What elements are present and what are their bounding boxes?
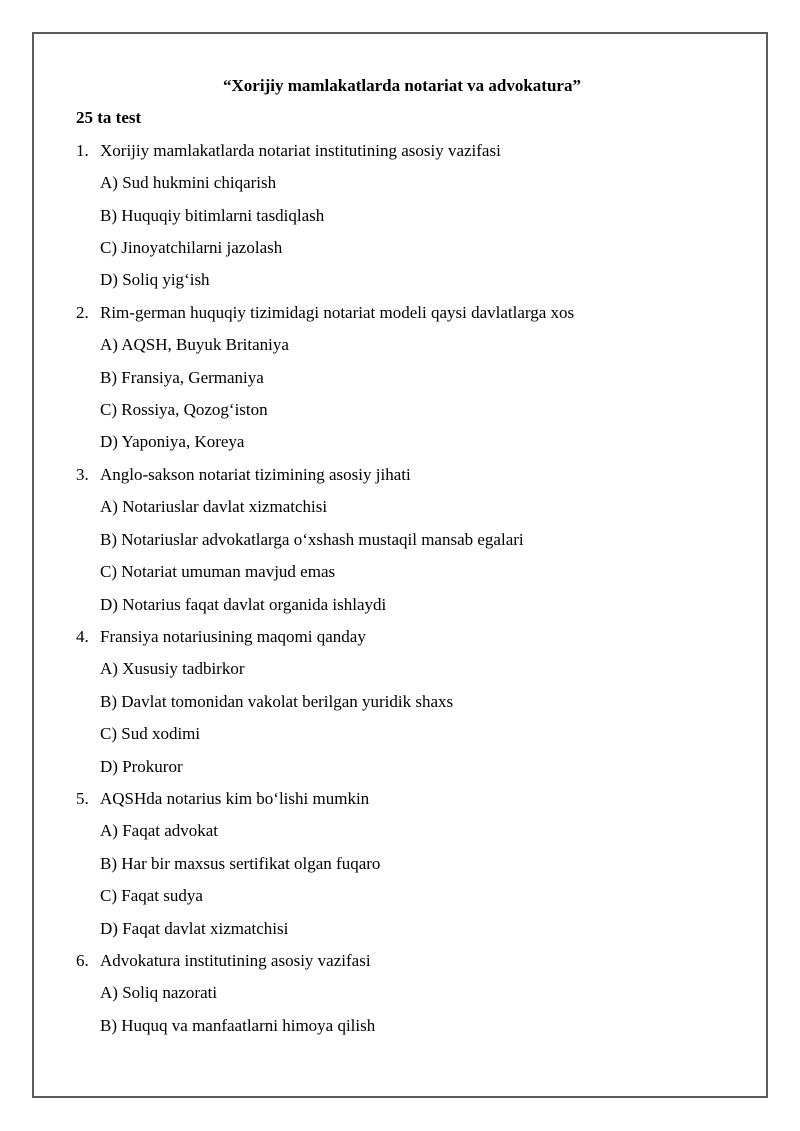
question-number: 5. <box>76 788 89 808</box>
answer-option: B) Fransiya, Germaniya <box>100 367 264 387</box>
answer-option: C) Sud xodimi <box>100 724 201 744</box>
answer-option: C) Rossiya, Qozog‘iston <box>100 400 268 420</box>
answer-option: B) Huquq va manfaatlarni himoya qilish <box>100 1015 376 1035</box>
question-text: Rim-german huquqiy tizimidagi notariat modeli qaysi davlatlarga xos <box>100 302 575 322</box>
question-number: 4. <box>76 626 89 646</box>
question-item <box>76 135 728 167</box>
answer-option: A) Soliq nazorati <box>100 983 218 1003</box>
answer-option: C) Notariat umuman mavjud emas <box>100 562 336 582</box>
answer-option: D) Soliq yig‘ish <box>100 270 210 290</box>
question-item <box>76 945 728 977</box>
question-number: 3. <box>76 464 89 484</box>
question-text: AQSHda notarius kim bo‘lishi mumkin <box>100 788 370 808</box>
question-item <box>76 783 728 815</box>
question-number: 2. <box>76 302 89 322</box>
answer-option: B) Huquqiy bitimlarni tasdiqlash <box>100 205 325 225</box>
question-item <box>76 297 728 329</box>
question-text: Xorijiy mamlakatlarda notariat institutining asosiy vazifasi <box>100 140 501 160</box>
answer-option: A) AQSH, Buyuk Britaniya <box>100 335 289 355</box>
question-list <box>76 135 728 1042</box>
answer-option: A) Notariuslar davlat xizmatchisi <box>100 497 328 517</box>
question-number: 6. <box>76 950 89 970</box>
answer-option: D) Prokuror <box>100 756 183 776</box>
answer-option: A) Sud hukmini chiqarish <box>100 173 277 193</box>
document-content <box>34 34 766 1042</box>
question-item <box>76 621 728 653</box>
question-text: Fransiya notariusining maqomi qanday <box>100 626 366 646</box>
answer-option: A) Faqat advokat <box>100 821 219 841</box>
answer-option: D) Yaponiya, Koreya <box>100 432 245 452</box>
answer-option: B) Notariuslar advokatlarga o‘xshash mustaqil mansab egalari <box>100 529 524 549</box>
answer-option: C) Jinoyatchilarni jazolash <box>100 238 283 258</box>
answer-option: A) Xususiy tadbirkor <box>100 659 245 679</box>
question-number: 1. <box>76 140 89 160</box>
document-title: “Xorijiy mamlakatlarda notariat va advokatura” <box>223 76 581 95</box>
question-item <box>76 459 728 491</box>
question-text: Advokatura institutining asosiy vazifasi <box>100 950 371 970</box>
answer-option: B) Davlat tomonidan vakolat berilgan yuridik shaxs <box>100 691 454 711</box>
question-text: Anglo-sakson notariat tizimining asosiy jihati <box>100 464 411 484</box>
answer-option: D) Notarius faqat davlat organida ishlaydi <box>100 594 387 614</box>
test-count-label: 25 ta test <box>76 108 142 128</box>
answer-option: B) Har bir maxsus sertifikat olgan fuqaro <box>100 853 381 873</box>
answer-option: D) Faqat davlat xizmatchisi <box>100 918 289 938</box>
page-border <box>32 32 768 1098</box>
answer-option: C) Faqat sudya <box>100 886 203 906</box>
